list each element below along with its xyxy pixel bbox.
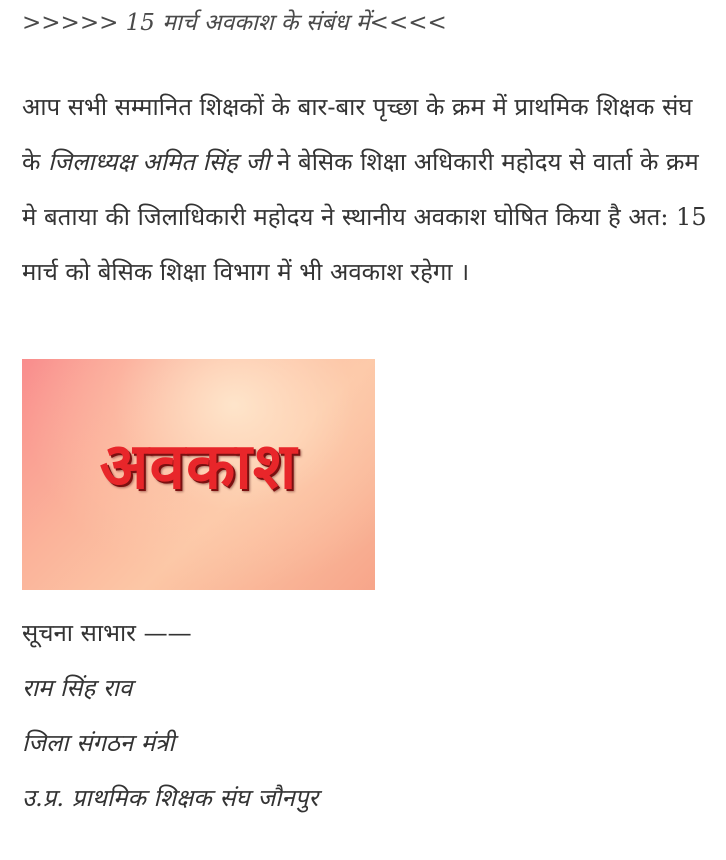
credit-source: सूचना साभार —— xyxy=(22,619,192,647)
holiday-banner-image xyxy=(22,359,375,590)
credit-name: राम सिंह राव xyxy=(22,674,133,702)
article-paragraph xyxy=(22,80,712,300)
credit-block xyxy=(22,606,712,826)
banner-word: अवकाश xyxy=(99,430,298,504)
credit-designation: जिला संगठन मंत्री xyxy=(22,729,175,757)
paragraph-text-end: ने बेसिक शिक्षा अधिकारी महोदय से वार्ता के क्रम मे बताया की जिलाधिकारी महोदय ने स्थानीय अवकाश घोषित किया है अत: 15 मार्च को बेसिक शिक्षा विभाग में भी अवकाश रहेगा । xyxy=(22,148,707,286)
paragraph-emphasis: जिलाध्यक्ष अमित सिंह जी xyxy=(48,148,270,176)
article-heading: >>>>> 15 मार्च अवकाश के संबंध में<<<< xyxy=(22,10,447,36)
credit-organisation: उ.प्र. प्राथमिक शिक्षक संघ जौनपुर xyxy=(22,784,319,812)
paragraph-text-start: आप सभी सम्मानित शिक्षकों के बार-बार पृच्छा के क्रम में प्राथमिक शिक्षक संघ के xyxy=(22,93,693,176)
article-content xyxy=(22,0,712,812)
